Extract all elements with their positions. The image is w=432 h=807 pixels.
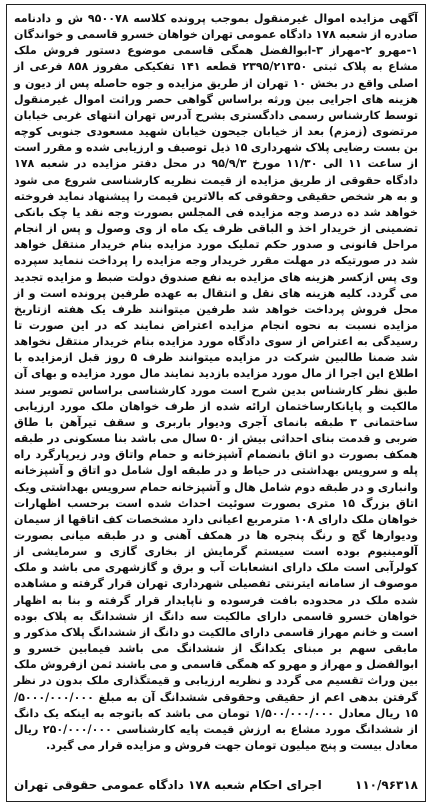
notice-body-text: آگهی مزایده اموال غیرمنقول بموجب پرونده کلاسه ۹۵۰۰۷۸ ش و دادنامه صادره از شعبه ۱۷۸ دادگاه عمومی تهران خواهان خسرو قاسمی و خواندگان ۱-مهرو ۲-مهراز ۳-ابوالفضل همگی قاسمی موضوع دستور فروش ملک مشاع به پلاک ثبتی ۲۳۹۵/۲۱۳۵۰ قطعه ۱۴۱ تفکیکی مفروز ۸۵۸ فرعی از اصلی واقع در بخش ۱۰ تهران از طریق مزایده و جوه حاصله پس از دیون و هزینه های اجرایی بین ورثه براساس گواهی حصر وراثت اموال غیرمنقول توسط کارشناس رسمی دادگستری بشرح آدرس تهران انتهای غربی خیابان مرتضوی (زمزم) بعد از خیابان جیحون خیابان شهید مسعودی جنوبی کوچه بن بست رضایی پلاک شهرداری ۱۵ ذیل توصیف و ارزیابی شده و مقرر است از ساعت ۱۱ الی ۱۱/۳۰ مورخ ۹۵/۹/۳ در محل دفتر مزایده در شعبه ۱۷۸ دادگاه حقوقی از طریق مزایده از قیمت نظریه کارشناسی شروع می شود و به هر شخص حقیقی وحقوقی که بالاترین قیمت را پیشنهاد نماید فروخته خواهد شد ده درصد وجه مزایده فی المجلس بصورت وجه نقد یا چک بانکی تضمینی از خریدار اخذ و الباقی ظرف یک ماه از وی وصول و پس از انجام مراحل قانونی و صدور حکم تملیک مورد مزایده بنام خریدار منتقل خواهد شد در صورتیکه در مهلت مقرر خریدار وجه مزایده را پرداخت ننماید سپرده وی پس ازکسر هزینه های مزایده به نفع صندوق دولت ضبط و مزایده تجدید می گردد. کلیه هزینه های نقل و انتقال به عهده طرفین پرونده است و از محل فروش پرداخت خواهد شد طرفین میتوانند ظرف یک هفته ازتاریخ مزایده نسبت به نحوه انجام مزایده اعتراض نمایند که در این صورت تا رسیدگی به اعتراض از سوی دادگاه مورد مزایده بنام خریدار منتقل نخواهد شد ضمنا طالبین شرکت در مزایده میتوانند ظرف ۵ روز قبل ازمزایده با اطلاع این اجرا از مال مورد مزایده بازدید نمایند مال مورد مزایده و بهای آن طبق نظر کارشناس بدین شرح است مورد کارشناسی براساس تصویر سند مالکیت و پایانکارساختمان ارائه شده از طرف خواهان ملک مورد ارزیابی ساختمانی ۳ طبقه بانمای آجری ودیوار باربری و سقف تیرآهن با طاق ضربی و قدمت بنای احداثی بیش از ۵۰ سال می باشد بنا مسکونی در طبقه همکف بصورت دو اتاق بانضمام آشپزخانه و حمام واتاق ودر زیرپارگرد راه پله و سرویس بهداشتی در حیاط و در طبقه اول شامل دو اتاق و آشپزخانه وانباری و در طبقه دوم شامل هال و آشپزخانه حمام سرویس بهداشتی ویک اتاق بزرگ ۱۵ متری بصورت سوئیت احداث شده است برحسب اظهارات خواهان ملک دارای ۱۰۸ مترمربع اعیانی دارد مشخصات کف اتاقها از سیمان ودیوارها گچ و رنگ پنجره ها در همکف آهنی و در طبقه میانی بصورت آلومینیوم بوده است سیستم گرمایش از بخاری گازی و سرمایشی از کولرآبی است ملک دارای انشعابات آب و برق و گازشهری می باشد و ملک موصوف از سامانه ایترنتی تفصیلی شهرداری تهران قرار گرفته و مشاهده شده ملک در محدوده بافت فرسوده و ناپایدار قرار گرفته و بنا به اظهار خواهان خسرو قاسمی دارای مالکیت سه دانگ از ششدانگ به پلاک بوده است و خانم مهراز قاسمی دارای مالکیت دو دانگ از ششدانگ پلاک مذکور و مابقی سهم بر مبنای یکدانگ از ششدانگ می باشد فیمابین خسرو و ابوالفضل و مهراز و مهرو که همگی قاسمی و می باشند ثمن ازفروش ملک بین وراث تقسیم می گردد و نظریه ارزیابی و قیمتگذاری ملک بدون در نظر گرفتن بدهی اعم از حقیقی وحقوقی ششدانگ آن به مبلغ ۵۰۰۰/۰۰۰/۰۰۰/ ۱۵ ریال معادل ۱/۵۰۰/۰۰۰/۰۰۰ تومان می باشد که باتوجه به اینکه یک دانگ از ششدانگ مورد مشاع به ارزش قیمت پایه کارشناسی ۲۵۰/۰۰۰/۰۰۰ ریال معادل بیست و پنج میلیون تومان جهت فروش و مزایده قرار می گیرد. — [14, 12, 419, 753]
notice-reference-number: ۱۱۰/۹۶۳۱۸ — [355, 778, 418, 792]
notice-issuer: اجرای احکام شعبه ۱۷۸ دادگاه عمومی حقوقی تهران — [14, 778, 322, 792]
auction-notice — [6, 4, 426, 802]
notice-footer — [14, 775, 418, 795]
